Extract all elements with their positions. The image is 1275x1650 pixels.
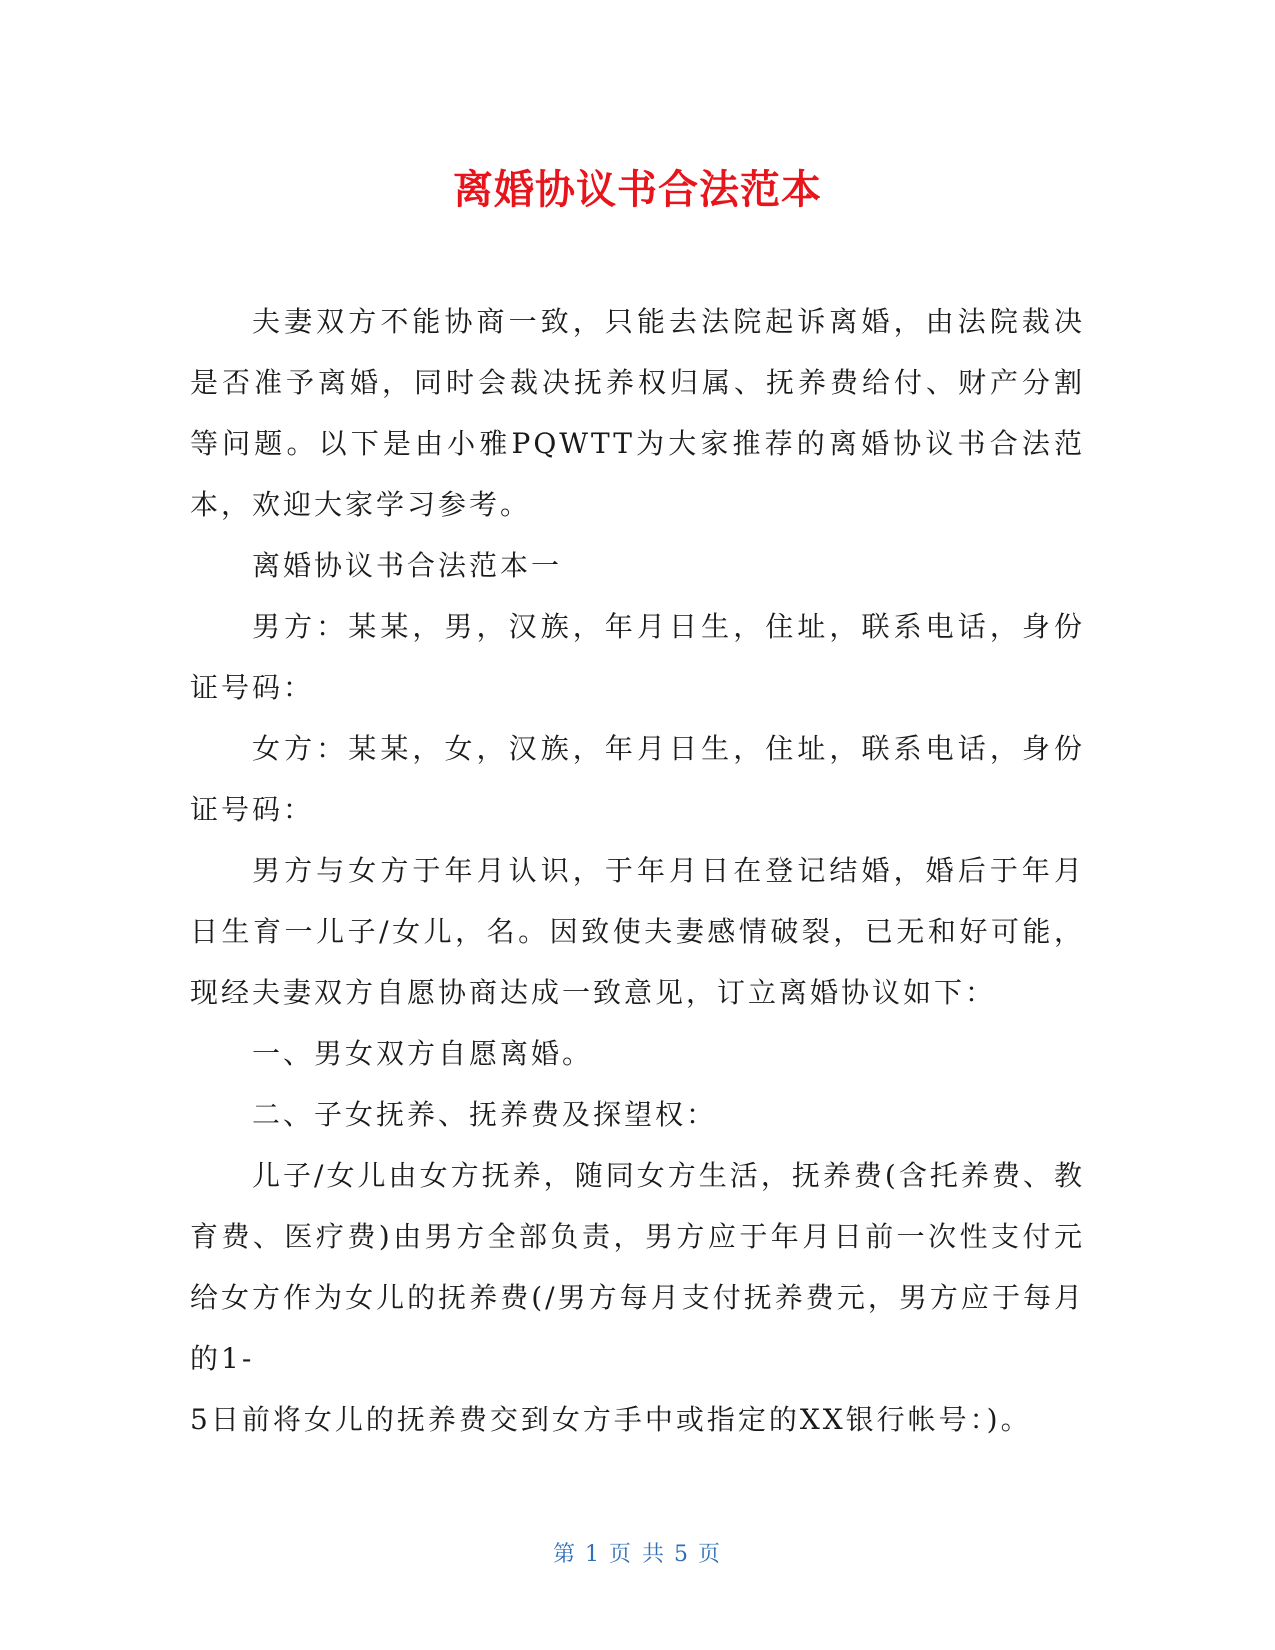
footer-suffix: 页 (698, 1542, 723, 1567)
husband-info-paragraph: 男方：某某，男，汉族，年月日生，住址，联系电话，身份证号码： (190, 610, 1085, 704)
document-body (190, 291, 1085, 1450)
section-heading: 离婚协议书合法范本一 (252, 549, 563, 582)
custody-paragraph: 儿子/女儿由女方抚养，随同女方生活，抚养费(含托养费、教育费、医疗费)由男方全部负责，男方应于年月日前一次性支付元给女方作为女儿的抚养费(/男方每月支付抚养费元，男方应于每月的1- (190, 1159, 1085, 1375)
footer-prefix: 第 (552, 1542, 577, 1567)
clause-two-heading: 二、子女抚养、抚养费及探望权： (252, 1098, 718, 1131)
clause-one-paragraph: 一、男女双方自愿离婚。 (252, 1037, 594, 1070)
custody-paragraph-continued: 5日前将女儿的抚养费交到女方手中或指定的XX银行帐号：)。 (190, 1403, 1032, 1436)
footer-middle: 页 共 (609, 1542, 666, 1567)
page-footer (0, 1540, 1275, 1570)
footer-current-page: 1 (585, 1542, 601, 1567)
footer-total-pages: 5 (674, 1542, 690, 1567)
background-paragraph: 男方与女方于年月认识，于年月日在登记结婚，婚后于年月日生育一儿子/女儿，名。因致使夫妻感情破裂，已无和好可能，现经夫妻双方自愿协商达成一致意见，订立离婚协议如下： (190, 854, 1085, 1009)
document-title: 离婚协议书合法范本 (453, 167, 822, 213)
intro-paragraph: 夫妻双方不能协商一致，只能去法院起诉离婚，由法院裁决是否准予离婚，同时会裁决抚养权归属、抚养费给付、财产分割等问题。以下是由小雅PQWTT为大家推荐的离婚协议书合法范本，欢迎大家学习参考。 (190, 305, 1085, 521)
wife-info-paragraph: 女方：某某，女，汉族，年月日生，住址，联系电话，身份证号码： (190, 732, 1085, 826)
